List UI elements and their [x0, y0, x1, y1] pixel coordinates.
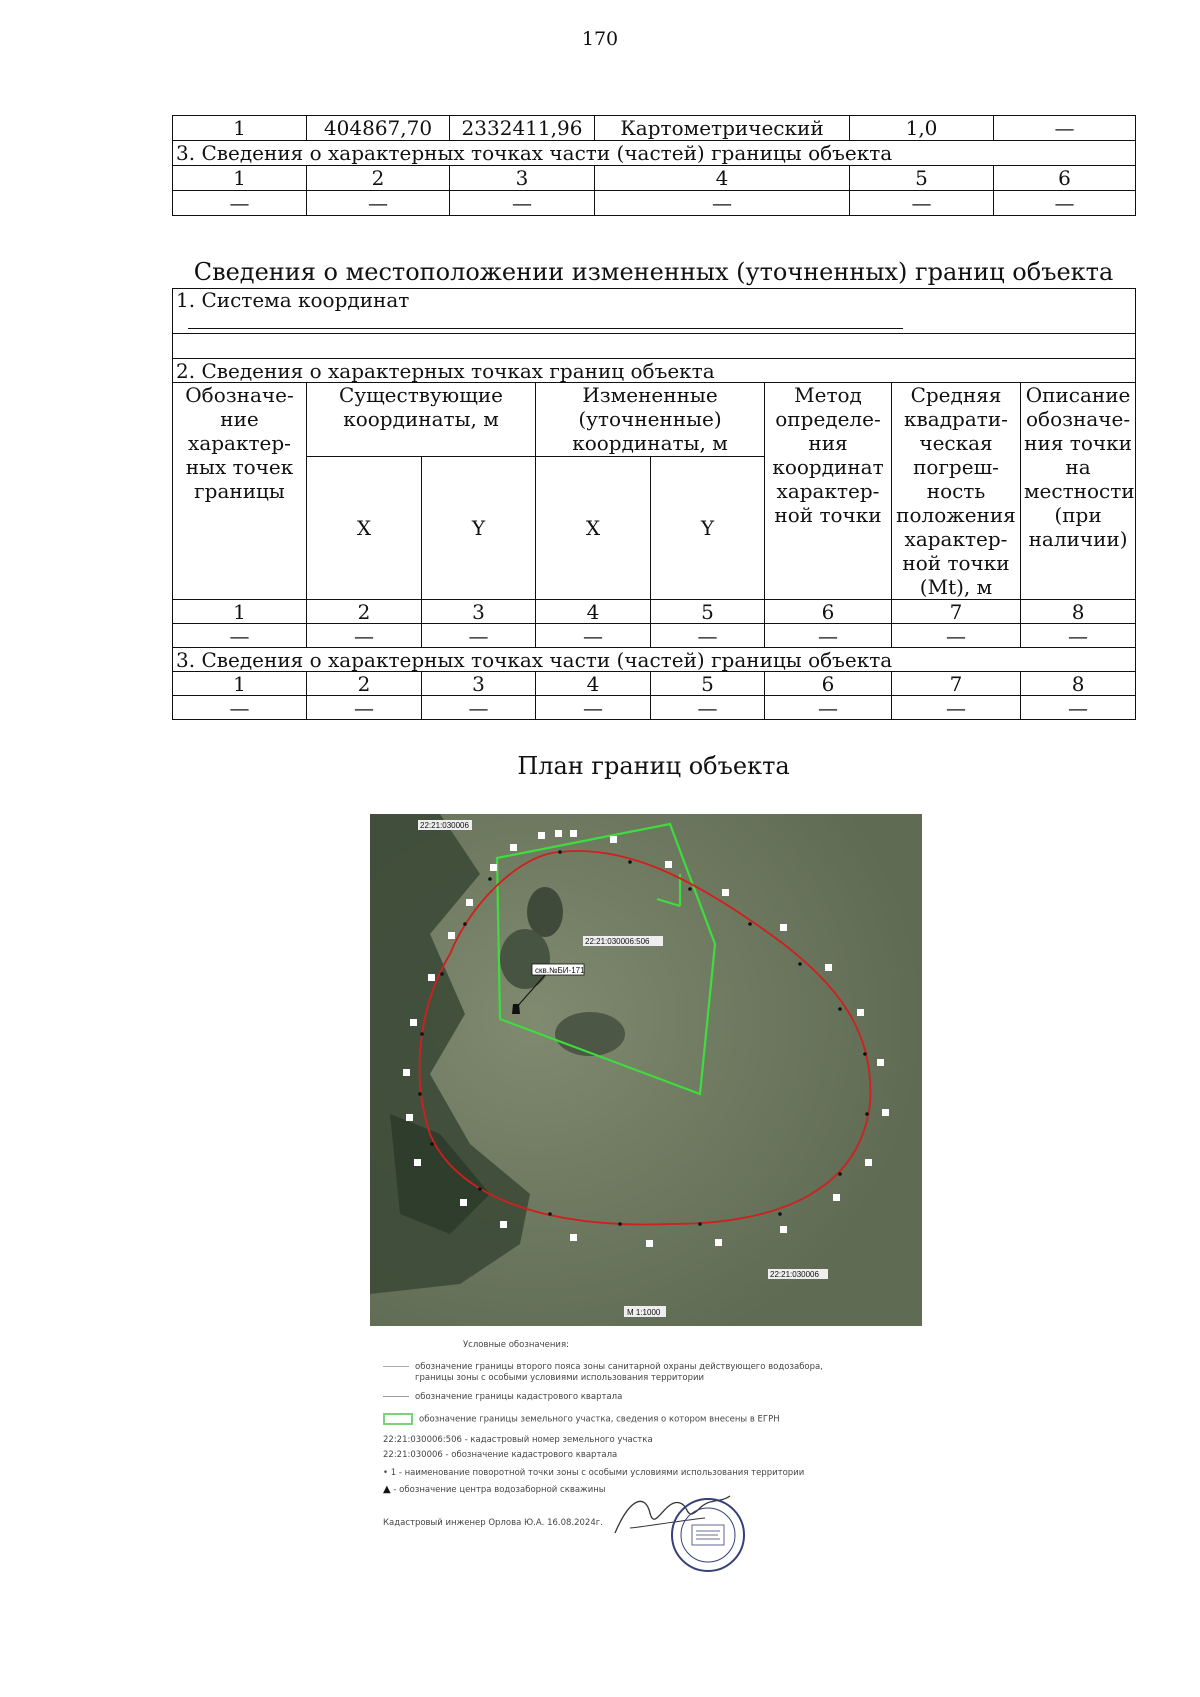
table-cell: Картометрический: [595, 116, 850, 141]
legend-item: [383, 1413, 780, 1425]
legend-text: обозначение границы кадастрового квартала: [415, 1392, 623, 1402]
column-number: 7: [892, 600, 1021, 624]
column-number: 3: [450, 166, 595, 191]
table-cell: —: [307, 191, 450, 216]
boundary-plan-map: [370, 814, 922, 1326]
column-number: 6: [765, 600, 892, 624]
header-description: Описание обозначе-ния точки на местности (при наличии): [1021, 383, 1136, 600]
legend-line-sample: [383, 1396, 409, 1397]
column-number: 4: [536, 600, 651, 624]
tree-shadow: [500, 929, 550, 989]
quarter-label-bottom: 22:21:030006: [770, 1270, 819, 1279]
header-existing-coords: Существующие координаты, м: [307, 383, 536, 457]
page-number: 170: [581, 28, 619, 50]
header-y: Y: [651, 456, 765, 599]
column-number: 6: [765, 672, 892, 696]
table-cell: —: [173, 696, 307, 720]
table-row: [173, 289, 1136, 334]
well-center-icon: [512, 1004, 520, 1014]
column-number: 4: [536, 672, 651, 696]
column-number: 6: [994, 166, 1136, 191]
table-row: [173, 191, 1136, 216]
table-row: [173, 648, 1136, 672]
column-number: 2: [307, 672, 422, 696]
table-header-row: [173, 166, 1136, 191]
table-cell: —: [651, 696, 765, 720]
coord-system-underline: [188, 314, 903, 329]
table-cell: —: [422, 696, 536, 720]
table-cell: —: [892, 696, 1021, 720]
table-header-row: [173, 672, 1136, 696]
coord-system-label: 1. Система координат: [176, 288, 410, 312]
table-row: [173, 359, 1136, 383]
header-changed-coords: Измененные (уточненные) координаты, м: [536, 383, 765, 457]
header-x: X: [536, 456, 651, 599]
legend-text: 22:21:030006 - обозначение кадастрового квартала: [383, 1450, 618, 1460]
header-x: X: [307, 456, 422, 599]
well-center-icon: ▲: [383, 1484, 391, 1495]
column-number: 1: [173, 166, 307, 191]
table-cell: —: [994, 191, 1136, 216]
legend-text: - обозначение центра водозаборной скважины: [393, 1485, 606, 1495]
section-title: 3. Сведения о характерных точках части (частей) границы объекта: [173, 648, 1136, 672]
table-row: [173, 696, 1136, 720]
legend-box-sample: [383, 1413, 413, 1425]
legend-item: [383, 1392, 622, 1402]
column-number: 5: [850, 166, 994, 191]
tree-shadow: [555, 1012, 625, 1056]
quarter-label-top: 22:21:030006: [420, 821, 469, 830]
legend-item: [383, 1362, 823, 1372]
column-number: 1: [173, 600, 307, 624]
header-y: Y: [422, 456, 536, 599]
table-cell: —: [307, 696, 422, 720]
header-designation: Обозначе-ние характер-ных точек границы: [173, 383, 307, 600]
table-cell: —: [994, 116, 1136, 141]
column-number: 2: [307, 600, 422, 624]
table-cell: —: [450, 191, 595, 216]
table-cell: —: [651, 624, 765, 648]
table-row: [173, 141, 1136, 166]
column-number: 8: [1021, 600, 1136, 624]
legend-title: Условные обозначения:: [463, 1340, 569, 1350]
coord-system-cell: [173, 289, 1136, 334]
section-title: 2. Сведения о характерных точках границ объекта: [173, 359, 1136, 383]
table-row: [173, 624, 1136, 648]
column-number: 5: [651, 600, 765, 624]
section-heading: Сведения о местоположении измененных (уточненных) границ объекта: [193, 258, 1114, 286]
engineer-line: Кадастровый инженер Орлова Ю.А. 16.08.2024г.: [383, 1518, 603, 1528]
table-cell: —: [536, 624, 651, 648]
table-cell: 1,0: [850, 116, 994, 141]
table-cell: 1: [173, 116, 307, 141]
column-number: 4: [595, 166, 850, 191]
table-row: [173, 116, 1136, 141]
scale-label: М 1:1000: [627, 1308, 661, 1317]
header-error: Средняя квадрати-ческая погреш-ность положения характер-ной точки (Mt), м: [892, 383, 1021, 600]
column-number: 2: [307, 166, 450, 191]
legend-text: • 1 - наименование поворотной точки зоны с особыми условиями использования территории: [383, 1468, 805, 1478]
legend-text: обозначение границы второго пояса зоны санитарной охраны действующего водозабора,: [415, 1362, 823, 1372]
table-cell: —: [422, 624, 536, 648]
table-cell: —: [307, 624, 422, 648]
table-header-row: [173, 383, 1136, 457]
tree-shadow: [527, 887, 563, 937]
table-cell: —: [173, 624, 307, 648]
column-number: 3: [422, 600, 536, 624]
legend-text: обозначение границы земельного участка, сведения о котором внесены в ЕГРН: [419, 1414, 780, 1425]
table-cell: 2332411,96: [450, 116, 595, 141]
well-label: скв.№БИ-171: [535, 966, 585, 975]
table-cell: —: [536, 696, 651, 720]
table-cell: [173, 334, 1136, 359]
legend-item: [383, 1484, 606, 1495]
changed-boundaries-table: [172, 288, 1136, 720]
table-header-row: [173, 600, 1136, 624]
table-cell: —: [892, 624, 1021, 648]
section-title: 3. Сведения о характерных точках части (частей) границы объекта: [173, 141, 1136, 166]
table-cell: 404867,70: [307, 116, 450, 141]
column-number: 8: [1021, 672, 1136, 696]
legend-line-sample: [383, 1366, 409, 1367]
points-table-continued: [172, 115, 1136, 216]
plan-heading: План границ объекта: [517, 752, 790, 780]
header-method: Метод определе-ния координат характер-ной точки: [765, 383, 892, 600]
column-number: 1: [173, 672, 307, 696]
table-cell: —: [1021, 624, 1136, 648]
table-cell: —: [595, 191, 850, 216]
legend-text: границы зоны с особыми условиями использования территории: [415, 1373, 705, 1383]
table-cell: —: [850, 191, 994, 216]
table-row: [173, 334, 1136, 359]
seal-stamp: [668, 1495, 748, 1575]
parcel-label: 22:21:030006:506: [585, 937, 650, 946]
table-cell: —: [1021, 696, 1136, 720]
table-cell: —: [765, 624, 892, 648]
column-number: 5: [651, 672, 765, 696]
table-cell: —: [173, 191, 307, 216]
column-number: 3: [422, 672, 536, 696]
legend-text: 22:21:030006:506 - кадастровый номер земельного участка: [383, 1435, 653, 1445]
table-cell: —: [765, 696, 892, 720]
column-number: 7: [892, 672, 1021, 696]
